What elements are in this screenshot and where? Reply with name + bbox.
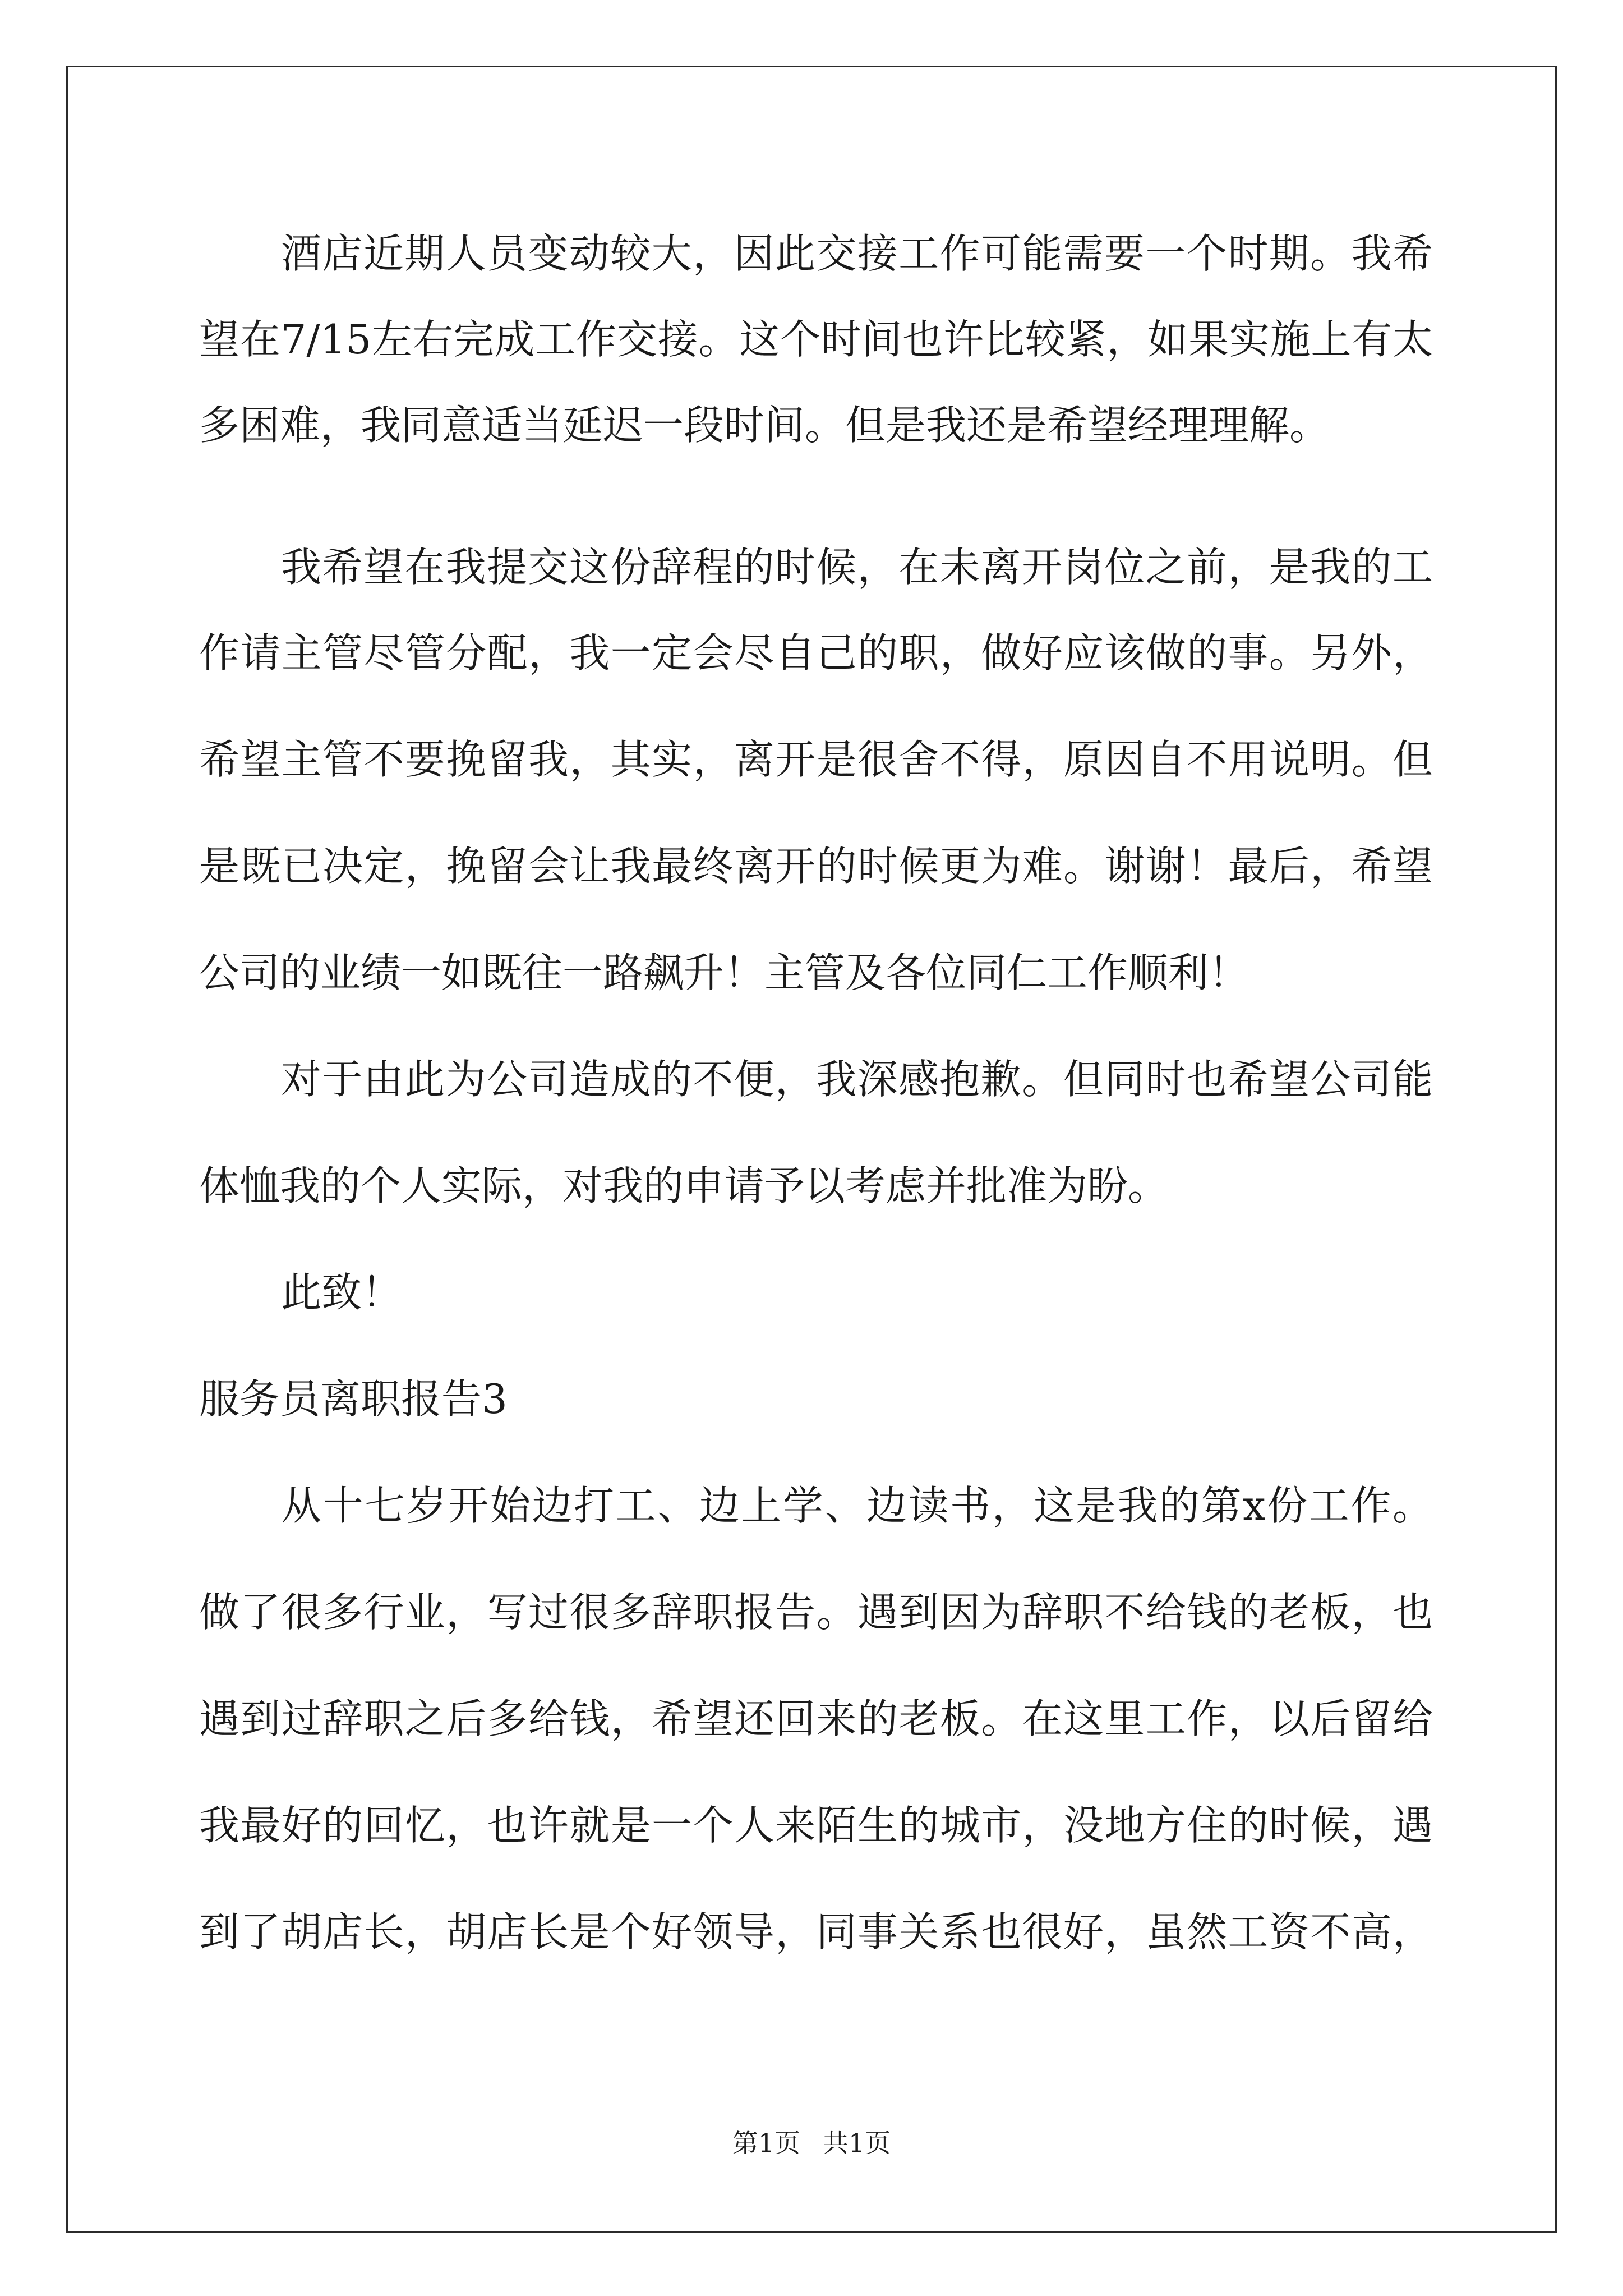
text-line: 到了胡店长，胡店长是个好领导，同事关系也很好，虽然工资不高， bbox=[199, 1908, 1433, 1955]
text-line: 作请主管尽管分配，我一定会尽自己的职，做好应该做的事。另外， bbox=[199, 629, 1433, 677]
text-line: 酒店近期人员变动较大，因此交接工作可能需要一个时期。我希 bbox=[281, 230, 1433, 277]
text-line: 此致！ bbox=[281, 1269, 403, 1316]
text-line: 多困难，我同意适当延迟一段时间。但是我还是希望经理理解。 bbox=[199, 402, 1330, 449]
text-line: 对于由此为公司造成的不便，我深感抱歉。但同时也希望公司能 bbox=[281, 1056, 1433, 1103]
text-line: 希望主管不要挽留我，其实，离开是很舍不得，原因自不用说明。但 bbox=[199, 736, 1433, 783]
text-line: 体恤我的个人实际，对我的申请予以考虑并批准为盼。 bbox=[199, 1162, 1169, 1209]
text-line: 遇到过辞职之后多给钱，希望还回来的老板。在这里工作，以后留给 bbox=[199, 1695, 1433, 1742]
page-total: 共1页 bbox=[823, 2128, 891, 2158]
text-line: 我最好的回忆，也许就是一个人来陌生的城市，没地方住的时候，遇 bbox=[199, 1802, 1433, 1849]
text-line: 望在7/15左右完成工作交接。这个时间也许比较紧，如果实施上有太 bbox=[199, 316, 1433, 363]
text-line: 做了很多行业，写过很多辞职报告。遇到因为辞职不给钱的老板，也 bbox=[199, 1589, 1433, 1636]
text-line: 是既已决定，挽留会让我最终离开的时候更为难。谢谢！最后，希望 bbox=[199, 843, 1433, 890]
text-line: 从十七岁开始边打工、边上学、边读书，这是我的第x份工作。 bbox=[281, 1482, 1433, 1529]
section-heading: 服务员离职报告3 bbox=[199, 1375, 508, 1423]
text-line: 公司的业绩一如既往一路飙升！主管及各位同仁工作顺利！ bbox=[199, 949, 1249, 996]
page-number: 第1页 bbox=[732, 2128, 800, 2158]
page-footer bbox=[0, 2126, 1623, 2160]
text-line: 我希望在我提交这份辞程的时候，在未离开岗位之前，是我的工 bbox=[281, 544, 1433, 591]
